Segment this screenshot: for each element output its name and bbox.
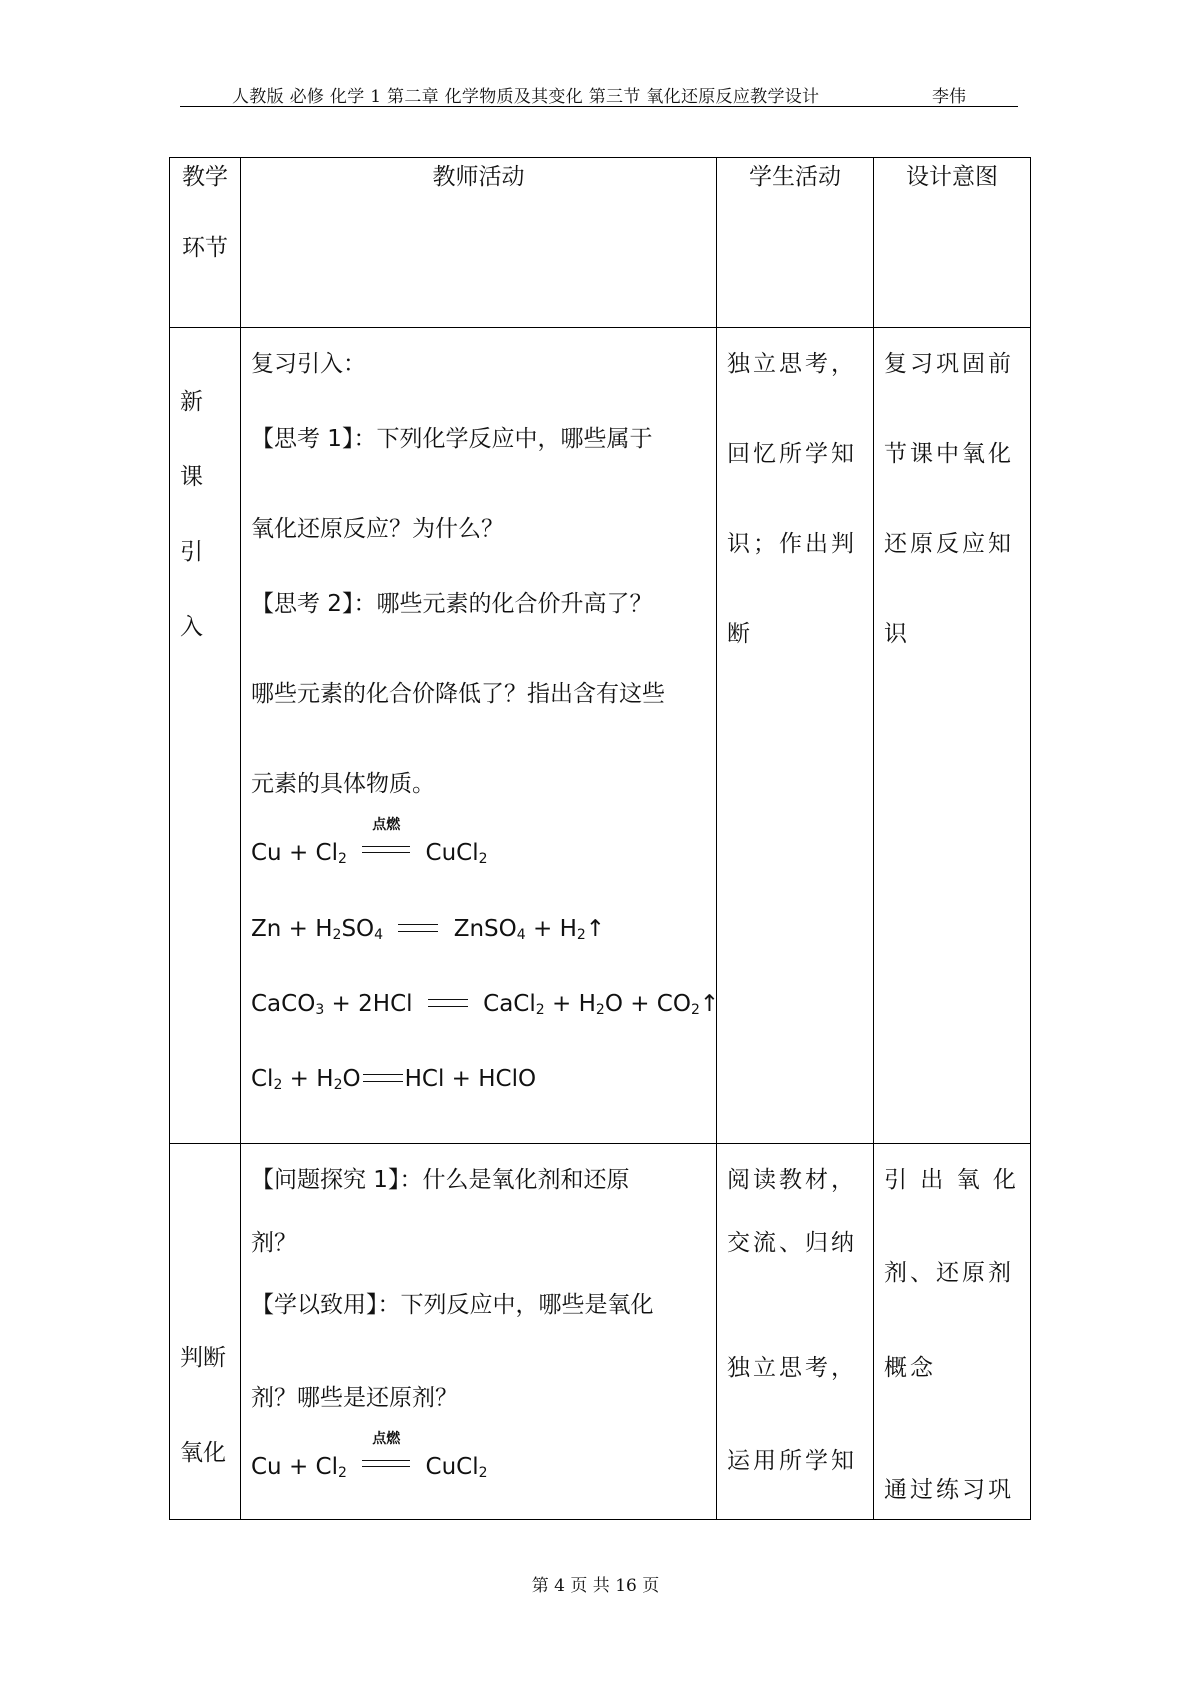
reaction-condition: 点燃 bbox=[362, 1454, 410, 1474]
student-line: 断 bbox=[727, 621, 753, 647]
design-intent-cell bbox=[874, 328, 1031, 1144]
intent-line: 概念 bbox=[884, 1355, 936, 1381]
teacher-activity-cell bbox=[241, 328, 720, 1144]
intent-line: 识 bbox=[884, 621, 910, 647]
equation-cl2-h2o: $Cl_2 + H_2O$ HCl + HClO bbox=[251, 1066, 537, 1093]
equation-caco3-hcl: CaCO$_3$ + 2HCl CaCl$_2$ + $H_2O$ + $CO_2↑$ bbox=[251, 991, 720, 1018]
teacher-line: 剂？哪些是还原剂？ bbox=[251, 1385, 458, 1411]
header-stage-top: 教学 bbox=[182, 164, 228, 190]
teacher-line: 哪些元素的化合价降低了？指出含有这些 bbox=[251, 681, 665, 707]
student-activity-cell bbox=[717, 1144, 874, 1520]
teacher-activity-cell bbox=[241, 1144, 717, 1520]
stage-line: 判断 bbox=[180, 1345, 226, 1371]
student-line: 识；作出判 bbox=[727, 531, 857, 557]
intent-line: 复习巩固前 bbox=[884, 351, 1014, 377]
header-teacher: 教师活动 bbox=[241, 158, 717, 328]
teacher-line: 氧化还原反应？为什么？ bbox=[251, 516, 504, 542]
teacher-line: 【思考 2】：哪些元素的化合价升高了？ bbox=[251, 591, 653, 617]
teacher-line: 复习引入： bbox=[251, 351, 366, 377]
teacher-line: 元素的具体物质。 bbox=[251, 771, 435, 797]
student-line: 运用所学知 bbox=[727, 1448, 857, 1474]
equation-zn-h2so4: $Zn + H_2SO_4$ ZnSO$_4$ + $H_2↑$ bbox=[251, 916, 606, 943]
equals-sign bbox=[398, 924, 438, 932]
stage-char: 课 bbox=[180, 464, 203, 490]
table-header-row bbox=[170, 158, 1031, 328]
teacher-line: 【学以致用】：下列反应中，哪些是氧化 bbox=[251, 1292, 654, 1318]
stage-char: 新 bbox=[180, 389, 203, 415]
header-stage-bottom: 环节 bbox=[182, 235, 228, 261]
equation-cu-cl2: $Cu + Cl_2$ 点燃 CuCl$_2$ bbox=[251, 1431, 488, 1481]
student-line: 独立思考， bbox=[727, 351, 857, 377]
intent-line: 还原反应知 bbox=[884, 531, 1014, 557]
intent-line: 节课中氧化 bbox=[884, 441, 1014, 467]
header-intent: 设计意图 bbox=[874, 158, 1031, 328]
student-line: 交流、归纳 bbox=[727, 1230, 857, 1256]
page-header bbox=[180, 82, 1018, 107]
student-line: 阅读教材， bbox=[727, 1167, 857, 1193]
teacher-line: 【思考 1】：下列化学反应中，哪些属于 bbox=[251, 426, 653, 452]
intent-line: 通过练习巩 bbox=[884, 1477, 1014, 1503]
intent-line: 剂、还原剂 bbox=[884, 1260, 1014, 1286]
reaction-condition: 点燃 bbox=[362, 840, 410, 860]
student-activity-cell bbox=[717, 328, 874, 1144]
design-intent-cell bbox=[874, 1144, 1031, 1520]
header-student: 学生活动 bbox=[717, 158, 874, 328]
teacher-line: 【问题探究 1】：什么是氧化剂和还原 bbox=[251, 1167, 630, 1193]
stage-cell bbox=[170, 328, 241, 1144]
stage-char: 引 bbox=[180, 539, 203, 565]
intent-line: 引 出 氧 化 bbox=[884, 1167, 1019, 1193]
stage-line: 氧化 bbox=[180, 1440, 226, 1466]
stage-char: 入 bbox=[180, 614, 203, 640]
student-line: 独立思考， bbox=[727, 1355, 857, 1381]
lesson-plan-table bbox=[169, 157, 1031, 1520]
stage-cell bbox=[170, 1144, 241, 1520]
equals-sign bbox=[363, 1074, 403, 1082]
table-row bbox=[170, 328, 1031, 1144]
student-line: 回忆所学知 bbox=[727, 441, 857, 467]
equals-sign bbox=[428, 999, 468, 1007]
equation-cu-cl2: $Cu + Cl_2$ 点燃 CuCl$_2$ bbox=[251, 817, 488, 867]
header-author: 李伟 bbox=[932, 87, 966, 107]
page-footer: 第 4 页 共 16 页 bbox=[531, 1576, 660, 1596]
header-title: 人教版 必修 化学 1 第二章 化学物质及其变化 第三节 氧化还原反应教学设计 bbox=[232, 87, 820, 107]
table-row bbox=[170, 1144, 1031, 1520]
header-stage bbox=[170, 158, 241, 328]
teacher-line: 剂？ bbox=[251, 1230, 297, 1256]
